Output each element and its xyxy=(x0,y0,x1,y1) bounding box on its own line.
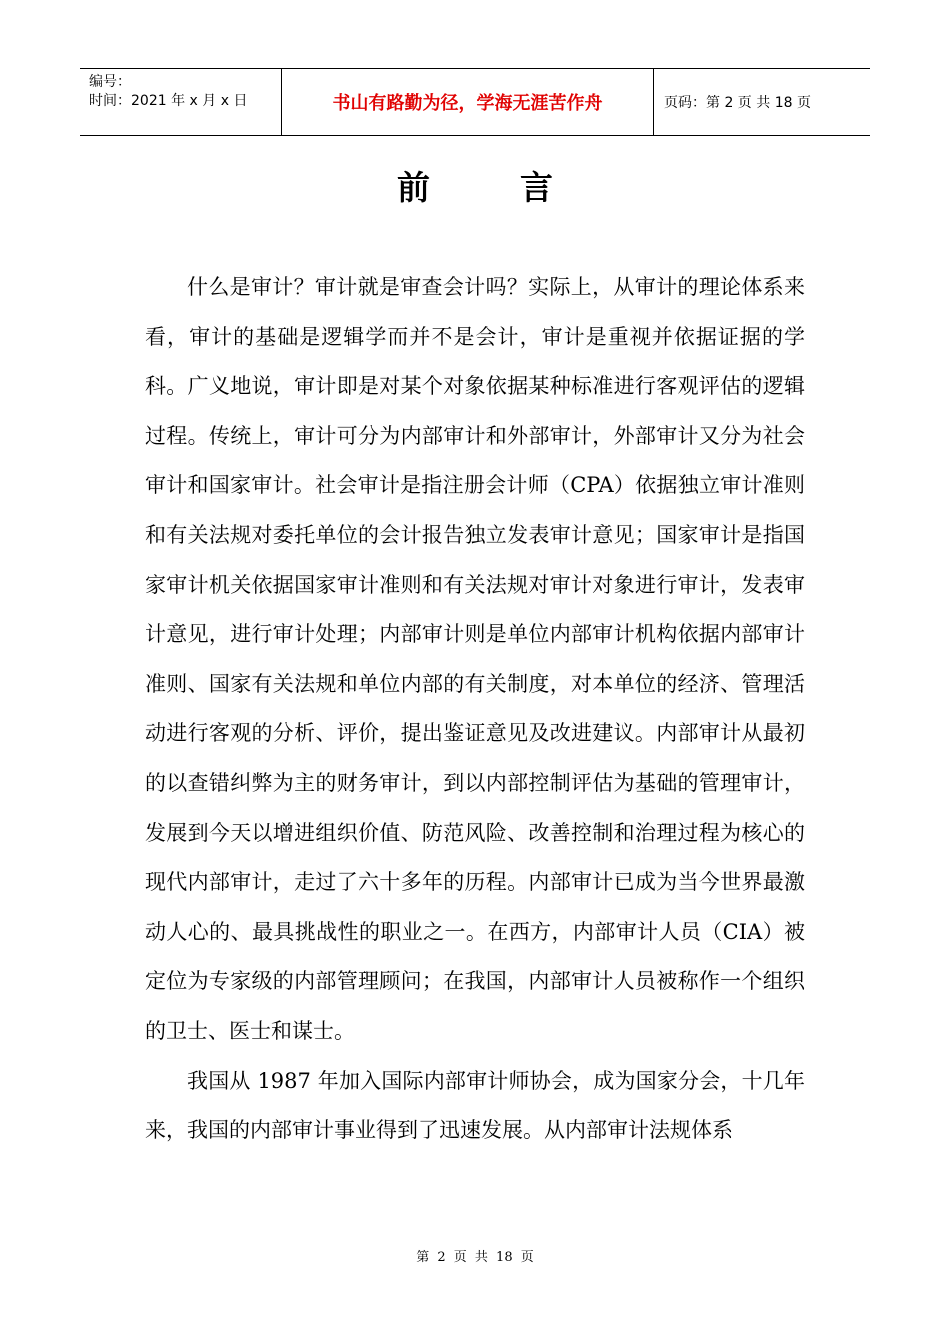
header-meta-cell xyxy=(80,69,282,135)
page-title: 前言 xyxy=(397,168,643,207)
header-motto-cell xyxy=(282,69,654,135)
header-page-cell xyxy=(654,69,870,135)
document-date: 时间：2021 年 x 月 x 日 xyxy=(89,93,248,109)
document-number-label: 编号： xyxy=(89,74,131,90)
body-text xyxy=(145,263,805,1156)
header-table xyxy=(80,68,870,136)
motto-text: 书山有路勤为径，学海无涯苦作舟 xyxy=(332,93,603,114)
page-info: 页码：第 2 页 共 18 页 xyxy=(664,95,811,111)
page-footer: 第 2 页 共 18 页 xyxy=(416,1250,534,1265)
paragraph: 什么是审计？审计就是审查会计吗？实际上，从审计的理论体系来看，审计的基础是逻辑学而并不是会计，审计是重视并依据证据的学科。广义地说，审计即是对某个对象依据某种标准进行客观评估的逻辑过程。传统上，审计可分为内部审计和外部审计，外部审计又分为社会审计和国家审计。社会审计是指注册会计师（CPA）依据独立审计准则和有关法规对委托单位的会计报告独立发表审计意见；国家审计是指国家审计机关依据国家审计准则和有关法规对审计对象进行审计，发表审计意见，进行审计处理；内部审计则是单位内部审计机构依据内部审计准则、国家有关法规和单位内部的有关制度，对本单位的经济、管理活动进行客观的分析、评价，提出鉴证意见及改进建议。内部审计从最初的以查错纠弊为主的财务审计，到以内部控制评估为基础的管理审计，发展到今天以增进组织价值、防范风险、改善控制和治理过程为核心的现代内部审计，走过了六十多年的历程。内部审计已成为当今世界最激动人心的、最具挑战性的职业之一。在西方，内部审计人员（CIA）被定位为专家级的内部管理顾问；在我国，内部审计人员被称作一个组织的卫士、医士和谋士。 xyxy=(145,275,805,1043)
paragraph: 我国从 1987 年加入国际内部审计师协会，成为国家分会，十几年来，我国的内部审计事业得到了迅速发展。从内部审计法规体系 xyxy=(145,1068,805,1143)
